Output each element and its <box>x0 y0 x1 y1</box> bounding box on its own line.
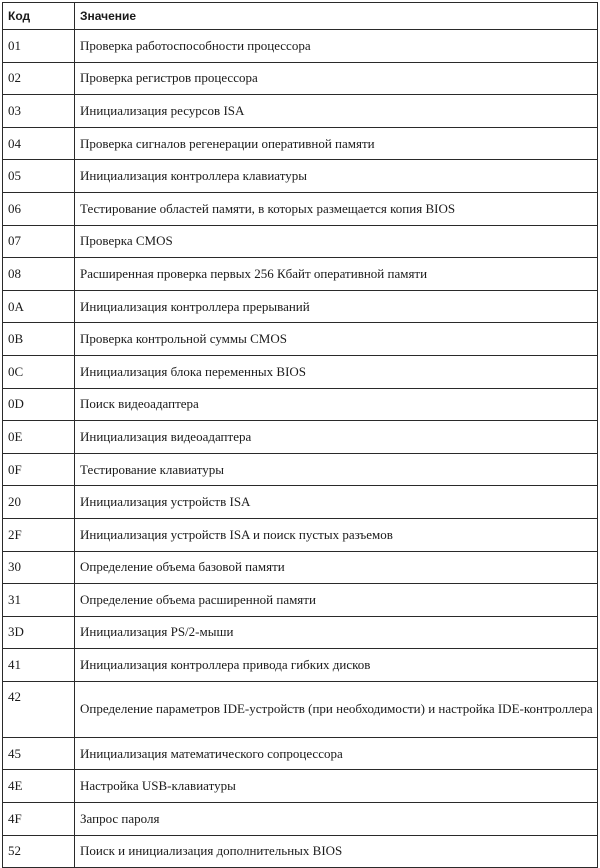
column-header-code: Код <box>3 3 75 30</box>
meaning-cell: Поиск и инициализация дополнительных BIOS <box>75 835 598 868</box>
meaning-cell: Инициализация контроллера клавиатуры <box>75 160 598 193</box>
table-header-row <box>3 3 598 30</box>
code-cell: 04 <box>3 127 75 160</box>
table-row <box>3 421 598 454</box>
meaning-cell: Инициализация устройств ISA <box>75 486 598 519</box>
table-row <box>3 355 598 388</box>
meaning-cell: Тестирование клавиатуры <box>75 453 598 486</box>
code-cell: 0F <box>3 453 75 486</box>
meaning-cell: Проверка работоспособности процессора <box>75 30 598 63</box>
table-row <box>3 803 598 836</box>
meaning-cell: Запрос пароля <box>75 803 598 836</box>
table-row <box>3 681 598 737</box>
code-cell: 0B <box>3 323 75 356</box>
code-cell: 01 <box>3 30 75 63</box>
code-cell: 42 <box>3 681 75 737</box>
table-row <box>3 225 598 258</box>
column-header-meaning: Значение <box>75 3 598 30</box>
code-cell: 3D <box>3 616 75 649</box>
code-cell: 30 <box>3 551 75 584</box>
meaning-cell: Поиск видеоадаптера <box>75 388 598 421</box>
code-cell: 52 <box>3 835 75 868</box>
meaning-cell: Проверка регистров процессора <box>75 62 598 95</box>
table-row <box>3 584 598 617</box>
table-row <box>3 835 598 868</box>
table-row <box>3 551 598 584</box>
code-cell: 20 <box>3 486 75 519</box>
meaning-cell: Инициализация блока переменных BIOS <box>75 355 598 388</box>
meaning-cell: Определение объема базовой памяти <box>75 551 598 584</box>
code-cell: 05 <box>3 160 75 193</box>
meaning-cell: Инициализация видеоадаптера <box>75 421 598 454</box>
code-cell: 45 <box>3 737 75 770</box>
meaning-cell: Инициализация ресурсов ISA <box>75 95 598 128</box>
meaning-cell: Тестирование областей памяти, в которых размещается копия BIOS <box>75 192 598 225</box>
code-cell: 06 <box>3 192 75 225</box>
table-row <box>3 160 598 193</box>
table-row <box>3 192 598 225</box>
table-row <box>3 770 598 803</box>
meaning-cell: Инициализация контроллера прерываний <box>75 290 598 323</box>
table-row <box>3 127 598 160</box>
code-cell: 0E <box>3 421 75 454</box>
meaning-cell: Проверка контрольной суммы CMOS <box>75 323 598 356</box>
code-cell: 0D <box>3 388 75 421</box>
post-codes-table <box>2 2 598 868</box>
code-cell: 08 <box>3 258 75 291</box>
meaning-cell: Инициализация математического сопроцессора <box>75 737 598 770</box>
table-row <box>3 323 598 356</box>
table-row <box>3 486 598 519</box>
meaning-cell: Инициализация устройств ISA и поиск пустых разъемов <box>75 518 598 551</box>
code-cell: 07 <box>3 225 75 258</box>
table-row <box>3 258 598 291</box>
meaning-cell: Определение объема расширенной памяти <box>75 584 598 617</box>
table-row <box>3 453 598 486</box>
code-cell: 4F <box>3 803 75 836</box>
table-row <box>3 388 598 421</box>
table-row <box>3 616 598 649</box>
code-cell: 0C <box>3 355 75 388</box>
table-row <box>3 62 598 95</box>
table-row <box>3 290 598 323</box>
code-cell: 2F <box>3 518 75 551</box>
code-cell: 31 <box>3 584 75 617</box>
table-row <box>3 649 598 682</box>
meaning-cell: Настройка USB-клавиатуры <box>75 770 598 803</box>
code-cell: 0A <box>3 290 75 323</box>
meaning-cell: Проверка сигналов регенерации оперативной памяти <box>75 127 598 160</box>
meaning-cell: Определение параметров IDE-устройств (при необходимости) и настройка IDE-контроллера <box>75 681 598 737</box>
code-cell: 03 <box>3 95 75 128</box>
table-row <box>3 737 598 770</box>
meaning-cell: Инициализация PS/2-мыши <box>75 616 598 649</box>
table-row <box>3 95 598 128</box>
code-cell: 4E <box>3 770 75 803</box>
code-cell: 02 <box>3 62 75 95</box>
meaning-cell: Инициализация контроллера привода гибких дисков <box>75 649 598 682</box>
table-row <box>3 30 598 63</box>
table-row <box>3 518 598 551</box>
code-cell: 41 <box>3 649 75 682</box>
meaning-cell: Проверка CMOS <box>75 225 598 258</box>
meaning-cell: Расширенная проверка первых 256 Кбайт оперативной памяти <box>75 258 598 291</box>
